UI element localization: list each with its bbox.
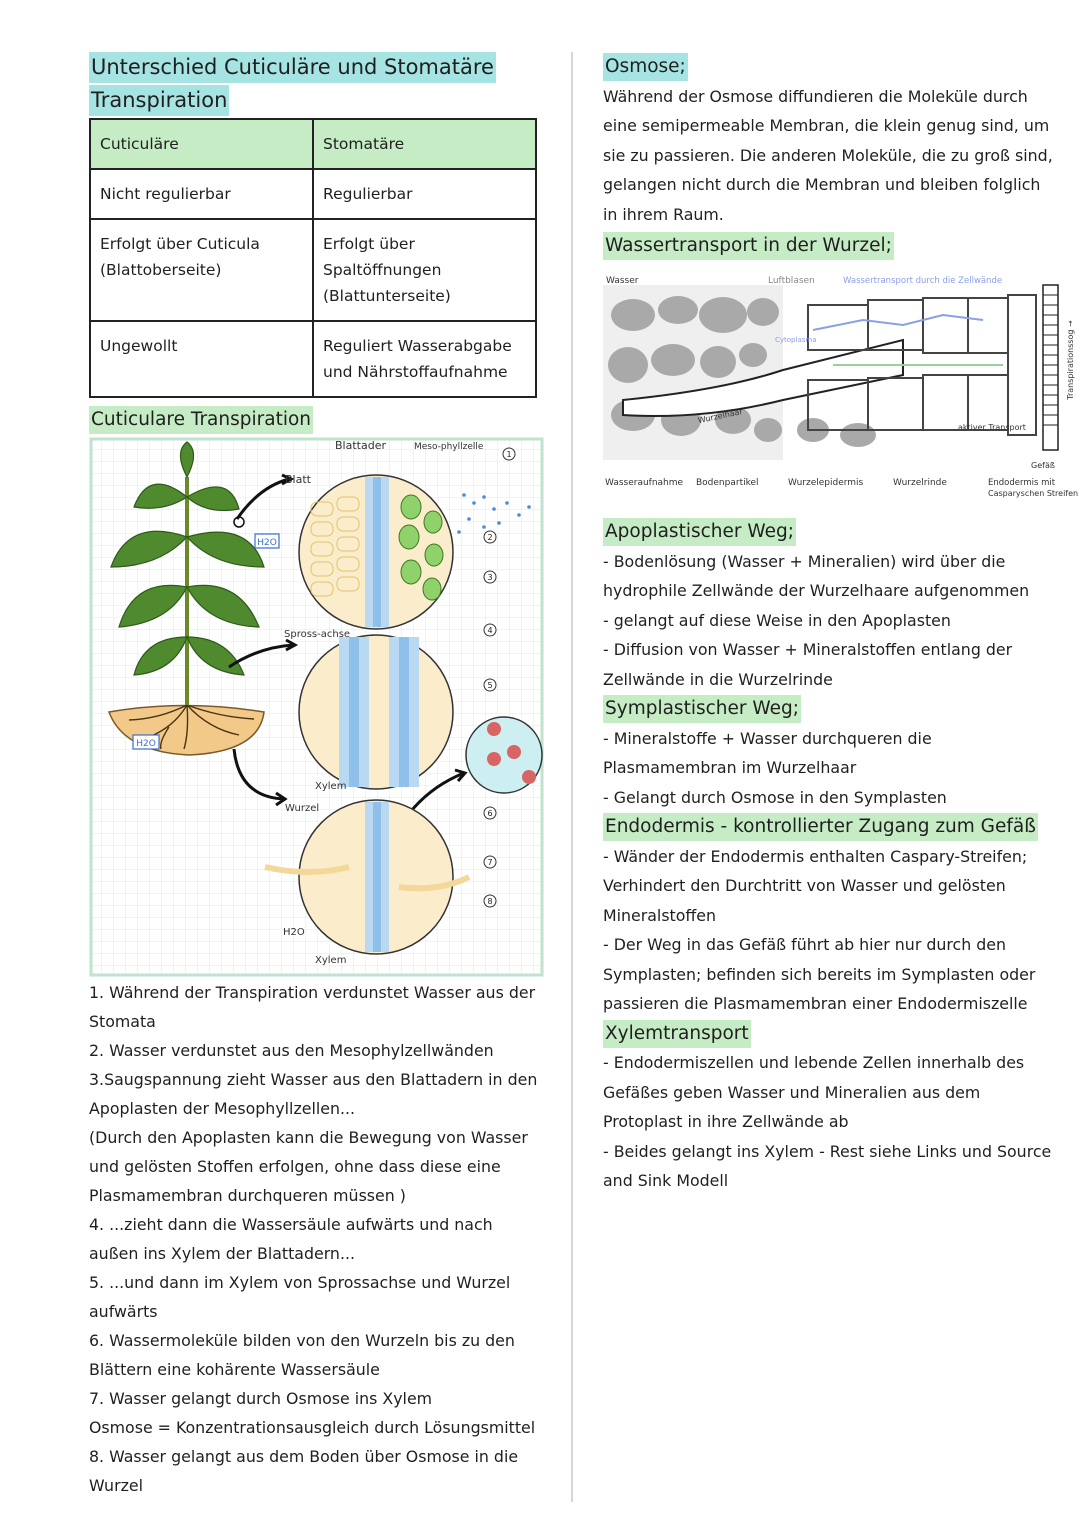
endodermis-label: Endodermis mit: [988, 478, 1056, 488]
wasser-label: Wasser: [606, 276, 639, 286]
xylem-line: - Endodermiszellen und lebende Zellen innerhalb des Gefäßes geben Wasser und Mineralien aus dem Protoplast in ihre Zellwände ab: [603, 1053, 1025, 1131]
table-header-row: [90, 119, 536, 169]
right-column-top: [603, 52, 1053, 261]
bodenpartikel-label: Bodenpartikel: [696, 478, 759, 488]
xylem-label-2: Xylem: [315, 955, 347, 966]
osmose-title: Osmose;: [603, 53, 688, 81]
apo-line: - Diffusion von Wasser + Mineralstoffen entlang der Zellwände in die Wurzelrinde: [603, 640, 1013, 689]
comparison-table: [89, 118, 537, 398]
step-number-7: 7: [487, 858, 493, 867]
wurzel-title: Wassertransport in der Wurzel;: [603, 232, 894, 260]
right-column-bottom: [603, 517, 1053, 1196]
table-cell: Ungewollt: [90, 321, 313, 397]
step-item: (Durch den Apoplasten kann die Bewegung von Wasser und gelösten Stoffen erfolgen, ohne dass diese eine Plasmamembran durchqueren müssen ): [89, 1128, 528, 1205]
table-row: [90, 169, 536, 219]
osmose-text: Während der Osmose diffundieren die Moleküle durch eine semipermeable Membran, die klein genug sind, um sie zu passieren. Die anderen Moleküle, die zu groß sind, gelangen nicht durch die Membran und bleiben folglich in ihrem Raum.: [603, 86, 1053, 224]
wasseraufnahme-label: Wasseraufnahme: [605, 478, 684, 488]
steps-list: [89, 974, 541, 1500]
wurzel-label: Wurzel: [285, 803, 320, 814]
step-item: 2. Wasser verdunstet aus den Mesophylzellwänden: [89, 1041, 494, 1060]
stem-section-circle: [299, 635, 453, 789]
wurzelepidermis-label: Wurzelepidermis: [788, 478, 864, 488]
step-number-2: 2: [487, 533, 493, 542]
step-item: 3.Saugspannung zieht Wasser aus den Blattadern in den Apoplasten der Mesophyllzellen...: [89, 1070, 538, 1118]
page-title-line1: Unterschied Cuticuläre und Stomatäre: [89, 52, 496, 83]
endo-title: Endodermis - kontrollierter Zugang zum Gefäß: [603, 813, 1038, 841]
table-header-cell: Stomatäre: [313, 119, 536, 169]
aktiver-transport-label: aktiver Transport: [958, 423, 1026, 432]
step-number-1: 1: [506, 450, 512, 459]
step-item: Osmose = Konzentrationsausgleich durch Lösungsmittel: [89, 1418, 536, 1437]
apo-line: - Bodenlösung (Wasser + Mineralien) wird über die hydrophile Zellwände der Wurzelhaare aufgenommen: [603, 551, 1030, 600]
sym-line: - Gelangt durch Osmose in den Symplasten: [603, 787, 947, 807]
casparyschen-label: Casparyschen Streifen: [988, 489, 1079, 498]
h2o-root-label: H2O: [136, 739, 156, 749]
table-row: [90, 321, 536, 397]
step-item: 1. Während der Transpiration verdunstet Wasser aus der Stomata: [89, 983, 536, 1031]
sprossachse-label: Spross-achse: [284, 629, 351, 640]
step-number-8: 8: [487, 897, 493, 906]
endo-line: - Der Weg in das Gefäß führt ab hier nur durch den Symplasten; befinden sich bereits im Symplasten oder passieren die Plasmamembran einer Endodermiszelle: [603, 935, 1036, 1013]
step-item: 7. Wasser gelangt durch Osmose ins Xylem: [89, 1389, 433, 1408]
table-cell: Erfolgt über Cuticula (Blattoberseite): [90, 219, 313, 321]
wurzelhaar-label: Wurzelhaar: [697, 406, 744, 426]
table-row: [90, 219, 536, 321]
xylem-label-1: Xylem: [315, 781, 347, 792]
xylem-title: Xylemtransport: [603, 1020, 751, 1048]
step-item: 8. Wasser gelangt aus dem Boden über Osmose in die Wurzel: [89, 1447, 519, 1495]
cytoplasma-label: Cytoplasma: [775, 336, 817, 344]
zellwaende-label: Wassertransport durch die Zellwände: [843, 276, 1003, 286]
step-number-6: 6: [487, 809, 493, 818]
blattader-label: Blattader: [335, 439, 386, 452]
gefaess-label: Gefäß: [1031, 461, 1055, 470]
apo-title: Apoplastischer Weg;: [603, 518, 796, 546]
transpiration-figure: [89, 437, 544, 977]
table-header-cell: Cuticuläre: [90, 119, 313, 169]
step-item: 5. ...und dann im Xylem von Sprossachse und Wurzel aufwärts: [89, 1273, 511, 1321]
table-cell: Regulierbar: [313, 169, 536, 219]
wurzelrinde-label: Wurzelrinde: [893, 478, 947, 488]
step-number-3: 3: [487, 573, 493, 582]
sym-line: - Mineralstoffe + Wasser durchqueren die Plasmamembran im Wurzelhaar: [603, 728, 932, 777]
leaf-section-circle: [299, 475, 453, 629]
h2o-bottom-label: H2O: [283, 927, 305, 938]
step-item: 4. ...zieht dann die Wassersäule aufwärts und nach außen ins Xylem der Blattadern...: [89, 1215, 493, 1263]
sym-title: Symplastischer Weg;: [603, 695, 801, 723]
step-number-4: 4: [487, 626, 493, 635]
h2o-leaf-label: H2O: [257, 538, 277, 548]
step-item: 6. Wassermoleküle bilden von den Wurzeln bis zu den Blättern eine kohärente Wassersäule: [89, 1331, 515, 1379]
section-title-cuticular: Cuticulare Transpiration: [89, 406, 313, 434]
table-cell: Nicht regulierbar: [90, 169, 313, 219]
apo-line: - gelangt auf diese Weise in den Apoplasten: [603, 610, 951, 630]
step-number-5: 5: [487, 681, 493, 690]
endo-line: - Wänder der Endodermis enthalten Caspary-Streifen; Verhindert den Durchtritt von Wasser und gelösten Mineralstoffen: [603, 846, 1028, 925]
table-cell: Erfolgt über Spaltöffnungen (Blattunterseite): [313, 219, 536, 321]
root-transport-figure: [603, 270, 1080, 505]
transpirationssog-label: Transpirationssog →: [1066, 320, 1075, 400]
left-column: [89, 52, 541, 398]
blatt-label: Blatt: [285, 473, 311, 486]
luftblasen-label: Luftblasen: [768, 276, 815, 286]
table-cell: Reguliert Wasserabgabe und Nährstoffaufnahme: [313, 321, 536, 397]
section-title-wrap: [89, 406, 313, 434]
column-divider: [571, 52, 573, 1502]
page-title-line2: Transpiration: [89, 85, 229, 116]
water-molecule-circle: [466, 717, 542, 793]
xylem-line: - Beides gelangt ins Xylem - Rest siehe Links und Source and Sink Modell: [603, 1141, 1052, 1190]
mesophyll-label: Meso-phyllzelle: [414, 442, 484, 452]
